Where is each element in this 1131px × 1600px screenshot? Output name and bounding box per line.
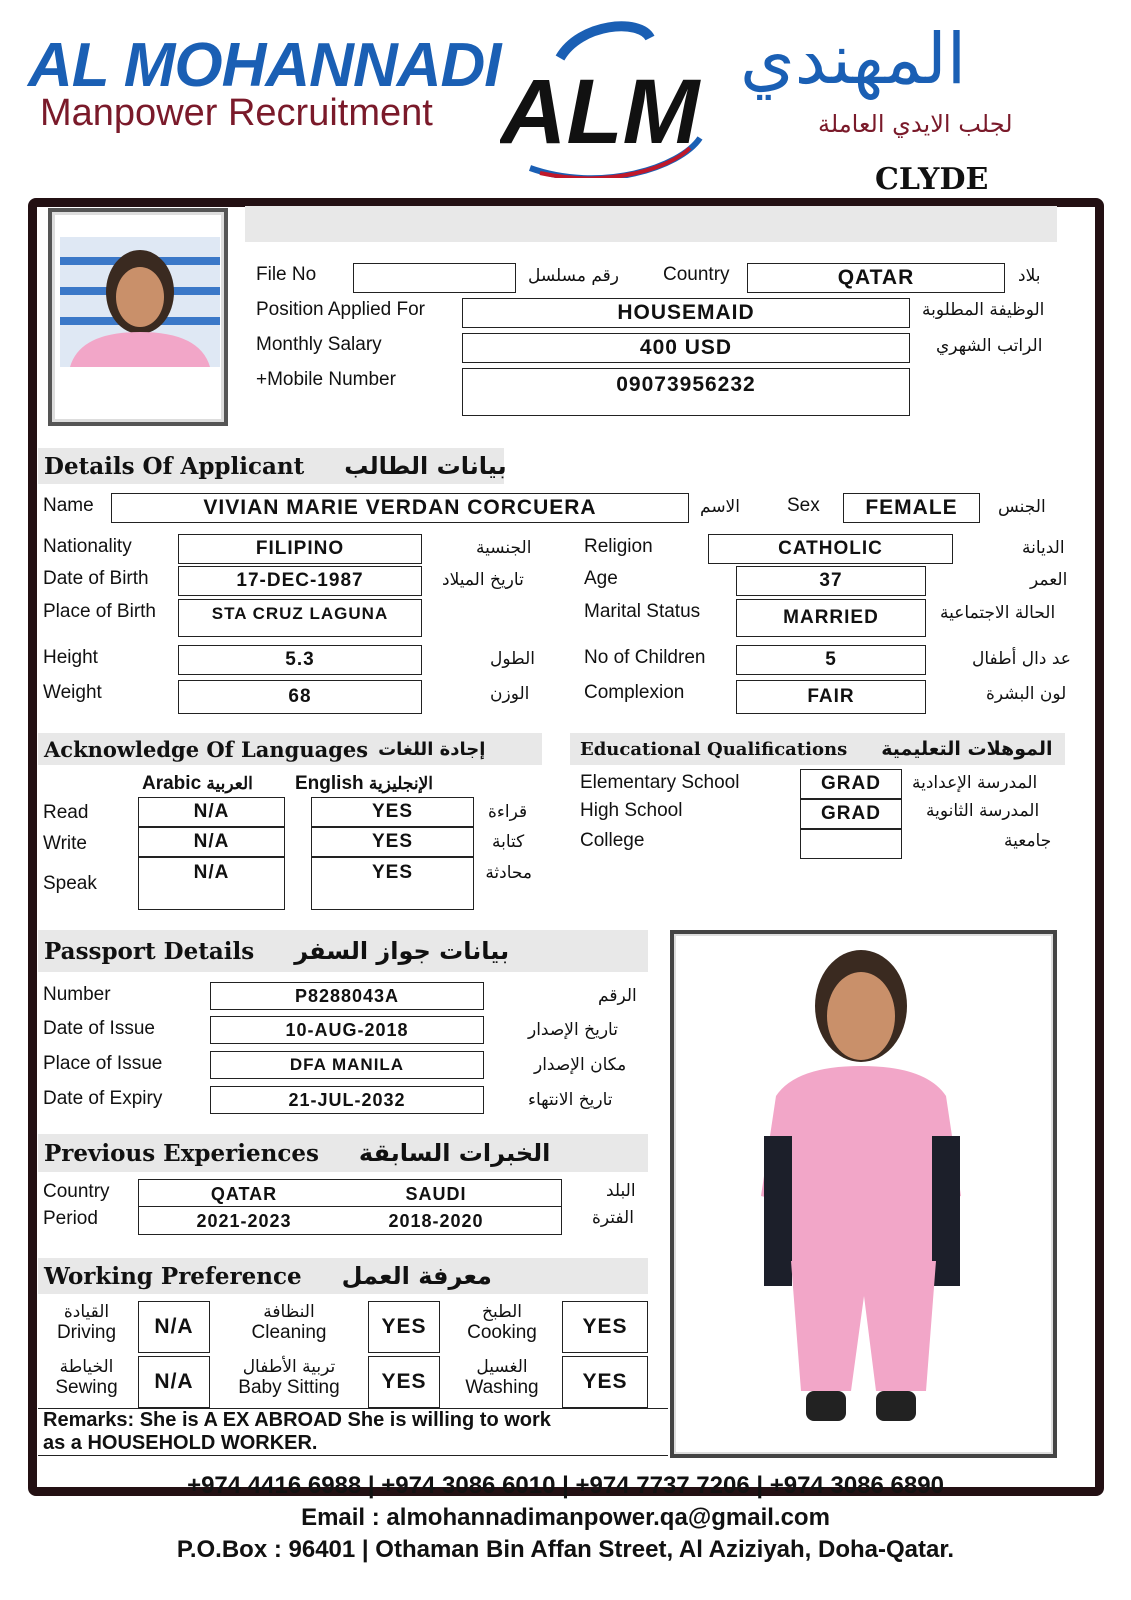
age-value: 37 bbox=[736, 566, 926, 596]
pref-cleaning-label: Cleaning bbox=[251, 1322, 327, 1343]
lang-write-ar: كتابة bbox=[492, 832, 525, 852]
pref-babysitting-label: Baby Sitting bbox=[238, 1377, 340, 1398]
applicant-code: CLYDE bbox=[875, 162, 989, 197]
lang-write-english: YES bbox=[311, 827, 474, 857]
passport-number-value: P8288043A bbox=[210, 982, 484, 1010]
pref-cooking-value: YES bbox=[562, 1301, 648, 1353]
arabic-col-header-ar: العربية bbox=[206, 774, 253, 793]
file-no-arabic: رقم مسلسل bbox=[528, 266, 619, 286]
exp-period-label: Period bbox=[43, 1208, 98, 1229]
nationality-value: FILIPINO bbox=[178, 534, 422, 564]
name-arabic: الاسم bbox=[700, 497, 740, 517]
position-label: Position Applied For bbox=[256, 299, 425, 320]
exp-country-ar: البلد bbox=[606, 1181, 636, 1201]
age-arabic: العمر bbox=[1030, 570, 1068, 590]
lang-speak-label: Speak bbox=[43, 873, 97, 894]
pref-washing-label: Washing bbox=[465, 1377, 539, 1398]
marital-arabic: الحالة الاجتماعية bbox=[940, 603, 1056, 623]
pref-cleaning bbox=[226, 1302, 352, 1344]
passport-number-label: Number bbox=[43, 984, 111, 1005]
dob-label: Date of Birth bbox=[43, 568, 149, 589]
education-section-title: Educational Qualifications bbox=[580, 738, 848, 760]
nationality-label: Nationality bbox=[43, 536, 132, 557]
languages-section-title-arabic: إجادة اللغات bbox=[378, 738, 486, 760]
working-section-header bbox=[38, 1258, 648, 1294]
lang-speak-arabic: N/A bbox=[138, 857, 285, 910]
pref-babysitting-value: YES bbox=[368, 1356, 440, 1408]
position-value: HOUSEMAID bbox=[462, 298, 910, 328]
footer-address: P.O.Box : 96401 | Othaman Bin Affan Street, Al Aziziyah, Doha-Qatar. bbox=[176, 1536, 955, 1563]
experience-section-title: Previous Experiences bbox=[44, 1139, 319, 1167]
languages-section-title: Acknowledge Of Languages bbox=[44, 736, 369, 762]
salary-value: 400 USD bbox=[462, 333, 910, 363]
pref-sewing-ar: الخياطة bbox=[59, 1357, 114, 1377]
mobile-value: 09073956232 bbox=[462, 368, 910, 416]
weight-arabic: الوزن bbox=[490, 684, 530, 704]
pref-washing-ar: الغسيل bbox=[476, 1357, 528, 1377]
english-col-header-en: English bbox=[295, 773, 364, 794]
lang-read-arabic: N/A bbox=[138, 797, 285, 827]
country-arabic: بلاد bbox=[1018, 266, 1041, 286]
alm-logo-text: ALM bbox=[500, 61, 700, 163]
lang-read-english: YES bbox=[311, 797, 474, 827]
pref-driving-value: N/A bbox=[138, 1301, 210, 1353]
complexion-arabic: لون البشرة bbox=[986, 684, 1067, 704]
religion-value: CATHOLIC bbox=[708, 534, 953, 564]
pref-cooking-ar: الطبخ bbox=[482, 1302, 522, 1322]
applicant-section-title: Details Of Applicant bbox=[44, 452, 305, 480]
experience-table bbox=[138, 1179, 562, 1235]
pref-washing-value: YES bbox=[562, 1356, 648, 1408]
country-value: QATAR bbox=[747, 263, 1005, 293]
experience-section-header bbox=[38, 1134, 648, 1172]
passport-issue-date-value: 10-AUG-2018 bbox=[210, 1016, 484, 1044]
passport-expiry-ar: تاريخ الانتهاء bbox=[528, 1090, 613, 1110]
children-arabic: عد دال أطفال bbox=[972, 649, 1071, 669]
children-label: No of Children bbox=[584, 647, 706, 668]
height-label: Height bbox=[43, 647, 98, 668]
brand-tagline-english: Manpower Recruitment bbox=[40, 92, 433, 134]
working-section-title-arabic: معرفة العمل bbox=[341, 1262, 492, 1290]
marital-value: MARRIED bbox=[736, 599, 926, 637]
exp-period-2: 2018-2020 bbox=[361, 1209, 511, 1233]
exp-period-ar: الفترة bbox=[592, 1208, 634, 1228]
brand-tagline-arabic: لجلب الايدي العاملة bbox=[818, 110, 1013, 138]
working-section-title: Working Preference bbox=[44, 1262, 302, 1290]
passport-number-ar: الرقم bbox=[598, 986, 637, 1006]
name-label: Name bbox=[43, 495, 94, 516]
pref-sewing bbox=[44, 1357, 129, 1399]
exp-country-2: SAUDI bbox=[361, 1182, 511, 1206]
edu-highschool-ar: المدرسة الثانوية bbox=[926, 801, 1040, 821]
file-no-value bbox=[353, 263, 516, 293]
english-col-header bbox=[295, 773, 433, 795]
applicant-section-header bbox=[38, 448, 507, 484]
pref-driving-ar: القيادة bbox=[63, 1302, 110, 1322]
lang-write-arabic: N/A bbox=[138, 827, 285, 857]
edu-elementary-label: Elementary School bbox=[580, 772, 740, 793]
passport-expiry-value: 21-JUL-2032 bbox=[210, 1086, 484, 1114]
pref-washing bbox=[452, 1357, 552, 1399]
dob-arabic: تاريخ الميلاد bbox=[442, 570, 524, 590]
salary-arabic: الراتب الشهري bbox=[936, 336, 1043, 356]
brand-name-english: AL MOHANNADI bbox=[28, 31, 501, 100]
applicant-section-title-arabic: بيانات الطالب bbox=[344, 452, 507, 480]
dob-value: 17-DEC-1987 bbox=[178, 566, 422, 596]
lang-speak-english: YES bbox=[311, 857, 474, 910]
headshot-frame bbox=[48, 208, 228, 426]
lang-speak-ar: محادثة bbox=[485, 863, 532, 883]
edu-highschool-value: GRAD bbox=[800, 799, 902, 829]
pref-cooking-label: Cooking bbox=[467, 1322, 537, 1343]
religion-arabic: الديانة bbox=[1022, 538, 1065, 558]
pref-sewing-label: Sewing bbox=[55, 1377, 118, 1398]
english-col-header-ar: الإنجليزية bbox=[368, 774, 434, 793]
sex-arabic: الجنس bbox=[998, 497, 1046, 517]
height-arabic: الطول bbox=[490, 649, 535, 669]
edu-elementary-value: GRAD bbox=[800, 769, 902, 799]
full-body-photo bbox=[676, 936, 1051, 1452]
lang-read-ar: قراءة bbox=[488, 802, 528, 822]
pref-cooking bbox=[452, 1302, 552, 1344]
footer-phones: +974 4416 6988 | +974 3086 6010 | +974 7737 7206 | +974 3086 6890 bbox=[187, 1472, 944, 1499]
edu-highschool-label: High School bbox=[580, 800, 683, 821]
sex-value: FEMALE bbox=[843, 493, 980, 523]
pref-babysitting-ar: تربية الأطفال bbox=[242, 1357, 336, 1377]
passport-section-header bbox=[38, 930, 648, 972]
education-section-title-arabic: الموهلات التعليمية bbox=[881, 738, 1053, 760]
top-banner bbox=[245, 206, 1057, 242]
remarks-line2: as a HOUSEHOLD WORKER. bbox=[43, 1432, 318, 1454]
passport-expiry-label: Date of Expiry bbox=[43, 1088, 163, 1109]
exp-country-1: QATAR bbox=[169, 1182, 319, 1206]
sex-label: Sex bbox=[787, 495, 820, 516]
pob-label: Place of Birth bbox=[43, 601, 156, 622]
languages-section-header bbox=[38, 733, 542, 765]
pref-babysitting bbox=[226, 1357, 352, 1399]
remarks-line1: Remarks: She is A EX ABROAD She is willing to work bbox=[43, 1409, 551, 1431]
children-value: 5 bbox=[736, 645, 926, 675]
edu-college-label: College bbox=[580, 830, 645, 851]
lang-read-label: Read bbox=[43, 802, 89, 823]
name-value: VIVIAN MARIE VERDAN CORCUERA bbox=[111, 493, 689, 523]
pref-driving-label: Driving bbox=[56, 1322, 117, 1343]
passport-issue-place-ar: مكان الإصدار bbox=[534, 1055, 627, 1075]
arabic-col-header bbox=[142, 773, 253, 795]
edu-college-ar: جامعية bbox=[1004, 831, 1052, 851]
nationality-arabic: الجنسية bbox=[476, 538, 532, 558]
country-label: Country bbox=[663, 264, 730, 285]
complexion-label: Complexion bbox=[584, 682, 685, 703]
pref-cleaning-ar: النظافة bbox=[263, 1302, 315, 1322]
passport-issue-date-ar: تاريخ الإصدار bbox=[528, 1020, 618, 1040]
salary-label: Monthly Salary bbox=[256, 334, 382, 355]
footer-email: Email : almohannadimanpower.qa@gmail.com bbox=[301, 1504, 830, 1531]
mobile-label: +Mobile Number bbox=[256, 369, 396, 390]
age-label: Age bbox=[584, 568, 618, 589]
brand-name-arabic: المهندي bbox=[740, 18, 967, 100]
pob-value: STA CRUZ LAGUNA bbox=[178, 599, 422, 637]
lang-write-label: Write bbox=[43, 833, 87, 854]
passport-section-title-arabic: بيانات جواز السفر bbox=[294, 937, 510, 965]
full-body-photo-frame bbox=[670, 930, 1057, 1458]
passport-issue-place-label: Place of Issue bbox=[43, 1053, 163, 1074]
complexion-value: FAIR bbox=[736, 680, 926, 714]
headshot-photo bbox=[60, 237, 220, 367]
passport-issue-place-value: DFA MANILA bbox=[210, 1051, 484, 1079]
pref-sewing-value: N/A bbox=[138, 1356, 210, 1408]
exp-period-1: 2021-2023 bbox=[169, 1209, 319, 1233]
passport-section-title: Passport Details bbox=[44, 937, 255, 965]
height-value: 5.3 bbox=[178, 645, 422, 675]
passport-issue-date-label: Date of Issue bbox=[43, 1018, 155, 1039]
position-arabic: الوظيفة المطلوبة bbox=[922, 300, 1045, 320]
pref-cleaning-value: YES bbox=[368, 1301, 440, 1353]
exp-country-label: Country bbox=[43, 1181, 110, 1202]
edu-elementary-ar: المدرسة الإعدادية bbox=[912, 773, 1038, 793]
marital-label: Marital Status bbox=[584, 601, 701, 622]
arabic-col-header-en: Arabic bbox=[142, 773, 202, 794]
remarks-box bbox=[38, 1408, 668, 1456]
alm-logo bbox=[500, 18, 730, 178]
religion-label: Religion bbox=[584, 536, 653, 557]
weight-label: Weight bbox=[43, 682, 102, 703]
pref-driving bbox=[44, 1302, 129, 1344]
weight-value: 68 bbox=[178, 680, 422, 714]
edu-college-value bbox=[800, 829, 902, 859]
education-section-header bbox=[570, 733, 1065, 765]
experience-section-title-arabic: الخبرات السابقة bbox=[358, 1139, 551, 1167]
file-no-label: File No bbox=[256, 264, 317, 285]
